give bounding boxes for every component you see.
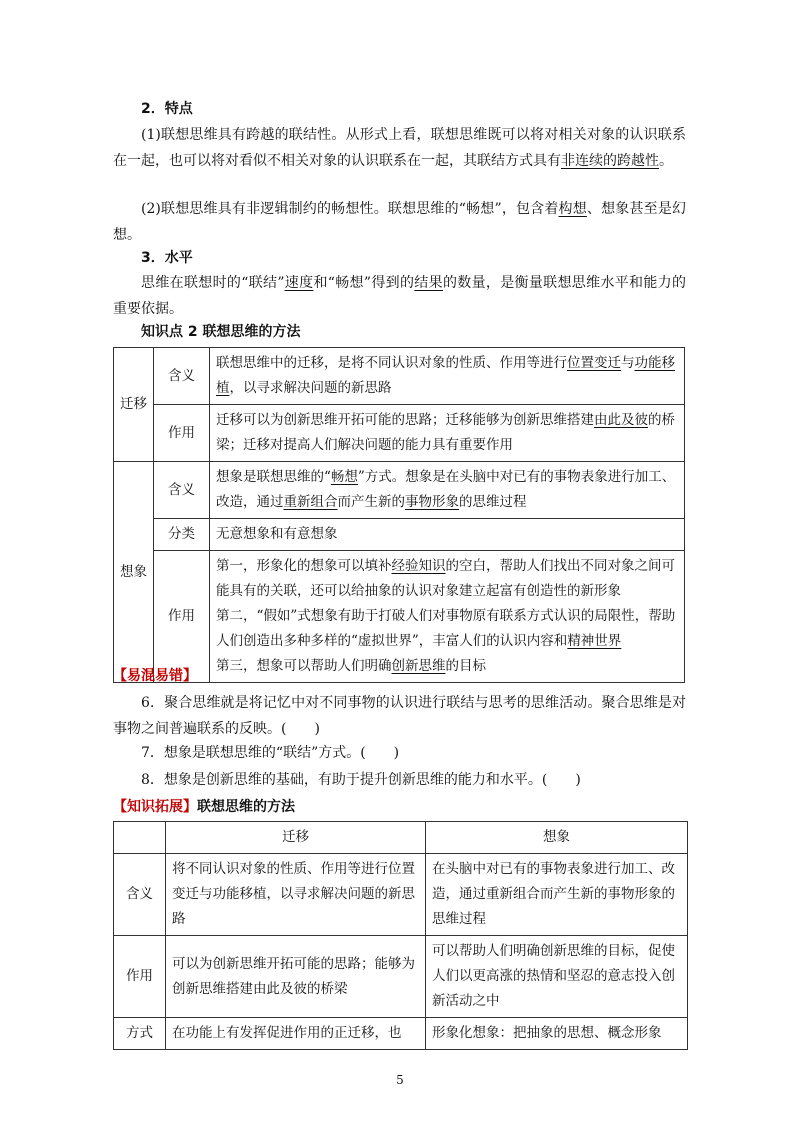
table-row [114,519,685,551]
text: 第二，“假如”式想象有助于打破人们对事物原有联系方式认识的局限性，帮助人们创造出多种多样的“虚拟世界”，丰富人们的认识内容和 [216,608,676,649]
cell-imagine-meaning [210,462,685,519]
question-8: 8．想象是创新思维的基础，有助于提升创新思维的能力和水平。( ) [141,772,581,788]
cell-method-transfer: 在功能上有发挥促进作用的正迁移，也 [166,1018,426,1050]
cell-method-imagine: 形象化想象：把抽象的思想、概念形象 [426,1018,688,1050]
row-header-method: 方式 [114,1018,166,1050]
underlined-answer: 结果 [414,275,443,291]
text: 的数量，是衡量联想思维水平和能力的重要依据。 [113,275,687,317]
underlined-answer: 速度 [284,275,314,291]
table-header-row [114,822,688,854]
extension-title: 联想思维的方法 [197,799,295,815]
text: 联想思维中的迁移，是将不同认识对象的性质、作用等进行 [216,355,567,371]
row-header-role: 作用 [114,936,166,1018]
section-heading-features: 2．特点 [141,101,193,117]
table-row [114,348,685,405]
paragraph-level [113,270,686,322]
text: ，以寻求解决问题的新思路 [229,380,392,396]
text: 和“畅想”得到的 [313,275,415,291]
sub-header-role: 作用 [154,405,210,462]
table-row [114,462,685,519]
sub-header-category: 分类 [154,519,210,551]
knowledge-point-title: 知识点 2 联想思维的方法 [141,324,301,340]
underlined-answer: 创新思维 [391,658,446,674]
cell-meaning-imagine: 在头脑中对已有的事物表象进行加工、改造，通过重新组合而产生新的事物形象的思维过程 [426,854,688,936]
table-row [114,551,685,683]
page-number: 5 [396,1073,404,1087]
text: 思维在联想时的“联结” [141,275,285,291]
table-row [114,936,688,1018]
cell-imagine-category: 无意想象和有意想象 [210,519,685,551]
section-heading-level: 3．水平 [141,250,193,266]
underlined-answer: 非连续的跨越性 [561,153,659,169]
underlined-answer: 精神世界 [567,633,622,649]
underlined-answer: 畅想 [330,469,358,485]
text: 第三，想象可以帮助人们明确 [216,658,392,674]
text: 而产生新的 [337,494,405,510]
role-item-2 [216,604,678,654]
knowledge-extension-title [113,794,295,820]
role-item-1 [216,554,678,604]
cell-role-imagine: 可以帮助人们明确创新思维的目标，促使人们以更高涨的热情和坚忍的意志投入创新活动之中 [426,936,688,1018]
text: 的思维过程 [459,494,527,510]
underlined-answer: 事物形象 [405,494,459,510]
text: 想象是联想思维的“ [216,469,331,485]
underlined-answer: 功能移植 [216,355,675,396]
column-header-transfer: 迁移 [166,822,426,854]
text: 的空白，帮助人们找出不同对象之间可能具有的关联，还可以给抽象的认识对象建立起富有创造性的新形象 [216,558,675,599]
underlined-answer: 经验知识 [391,558,446,574]
table-row [114,1018,688,1050]
table-row [114,405,685,462]
underlined-answer: 构想 [558,201,587,217]
text: 迁移可以为创新思维开拓可能的思路；迁移能够为创新思维搭建 [216,412,594,428]
sub-header-role: 作用 [154,551,210,683]
text: ”方式。想象是在头脑中对已有的事物表象进行加工、改造，通过 [216,469,676,510]
text: 第一，形象化的想象可以填补 [216,558,392,574]
text: 与 [621,355,635,371]
cell-imagine-role [210,551,685,683]
cell-meaning-transfer: 将不同认识对象的性质、作用等进行位置变迁与功能移植，以寻求解决问题的新思路 [166,854,426,936]
text: 。 [659,153,673,169]
cell-transfer-meaning [210,348,685,405]
row-header-meaning: 含义 [114,854,166,936]
text: (1)联想思维具有跨越的联结性。从形式上看，联想思维既可以将对相关对象的认识联系在一起，也可以将对看似不相关对象的认识联系在一起，其联结方式具有 [113,127,686,169]
text: 的目标 [445,658,486,674]
paragraph-feature-2 [113,196,686,248]
text: (2)联想思维具有非逻辑制约的畅想性。联想思维的“畅想”，包含着 [141,201,559,217]
row-header-imagine: 想象 [114,462,154,683]
sub-header-meaning: 含义 [154,462,210,519]
paragraph-feature-1 [113,122,686,174]
text: 、想象甚至是幻想。 [113,201,687,243]
column-header-imagine: 想象 [426,822,688,854]
question-7: 7．想象是联想思维的“联结”方式。( ) [141,745,400,761]
question-6: 6．聚合思维就是将记忆中对不同事物的认识进行联结与思考的思维活动。聚合思维是对事物之间普遍联系的反映。( ) [113,695,686,737]
underlined-answer: 位置变迁 [567,355,621,371]
table-row [114,854,688,936]
underlined-answer: 重新组合 [283,494,338,510]
confusion-label: 【易混易错】 [113,668,197,684]
methods-table [113,347,685,683]
comparison-table [113,821,688,1050]
underlined-answer: 由此及彼 [594,412,648,428]
role-item-3 [216,654,678,679]
cell-transfer-role [210,405,685,462]
cell-role-transfer: 可以为创新思维开拓可能的思路；能够为创新思维搭建由此及彼的桥梁 [166,936,426,1018]
empty-corner-cell [114,822,166,854]
extension-label: 【知识拓展】 [113,799,197,815]
row-header-transfer: 迁移 [114,348,154,462]
sub-header-meaning: 含义 [154,348,210,405]
text: 的桥梁；迁移对提高人们解决问题的能力具有重要作用 [216,412,675,453]
